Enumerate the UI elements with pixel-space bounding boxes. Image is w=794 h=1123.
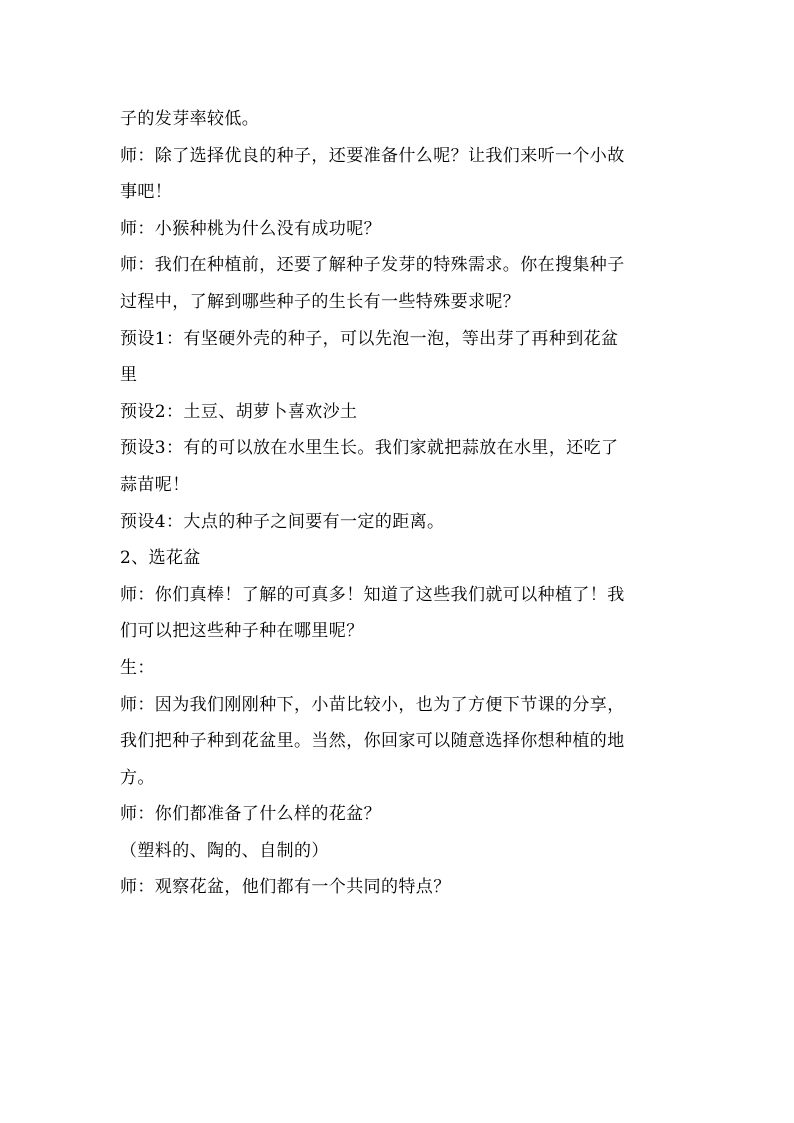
section-heading: 2、选花盆: [120, 548, 201, 569]
text-line: 师：你们都准备了什么样的花盆？: [120, 804, 381, 825]
text-line: 师：因为我们刚刚种下，小苗比较小，也为了方便下节课的分享，: [120, 694, 625, 715]
text-line: 我们把种子种到花盆里。当然，你回家可以随意选择你想种植的地: [120, 731, 625, 752]
text-line: 子的发芽率较低。: [120, 109, 260, 129]
text-line: 师：观察花盆，他们都有一个共同的特点？: [120, 877, 451, 898]
text-line: 事吧！: [120, 182, 173, 203]
document-body: [120, 101, 670, 906]
text-line: （塑料的、陶的、自制的）: [120, 840, 329, 861]
text-line: 们可以把这些种子种在哪里呢？: [120, 621, 364, 642]
text-line: 过程中，了解到哪些种子的生长有一些特殊要求呢？: [120, 291, 521, 312]
text-line: 预设2：土豆、胡萝卜喜欢沙土: [120, 401, 358, 422]
text-line: 预设4：大点的种子之间要有一定的距离。: [120, 511, 445, 532]
text-line: 预设1：有坚硬外壳的种子，可以先泡一泡，等出芽了再种到花盆: [120, 328, 619, 349]
text-line: 师：你们真棒！了解的可真多！知道了这些我们就可以种植了！我: [120, 584, 625, 605]
text-line: 师：除了选择优良的种子，还要准备什么呢？让我们来听一个小故: [120, 145, 625, 166]
text-line: 师：小猴种桃为什么没有成功呢？: [120, 218, 381, 239]
text-line: 生：: [120, 657, 155, 678]
text-line: 预设3：有的可以放在水里生长。我们家就把蒜放在水里，还吃了: [120, 438, 619, 459]
text-line: 师：我们在种植前，还要了解种子发芽的特殊需求。你在搜集种子: [120, 255, 625, 276]
text-line: 蒜苗呢！: [120, 474, 190, 495]
text-line: 方。: [120, 767, 155, 788]
text-line: 里: [120, 365, 138, 386]
